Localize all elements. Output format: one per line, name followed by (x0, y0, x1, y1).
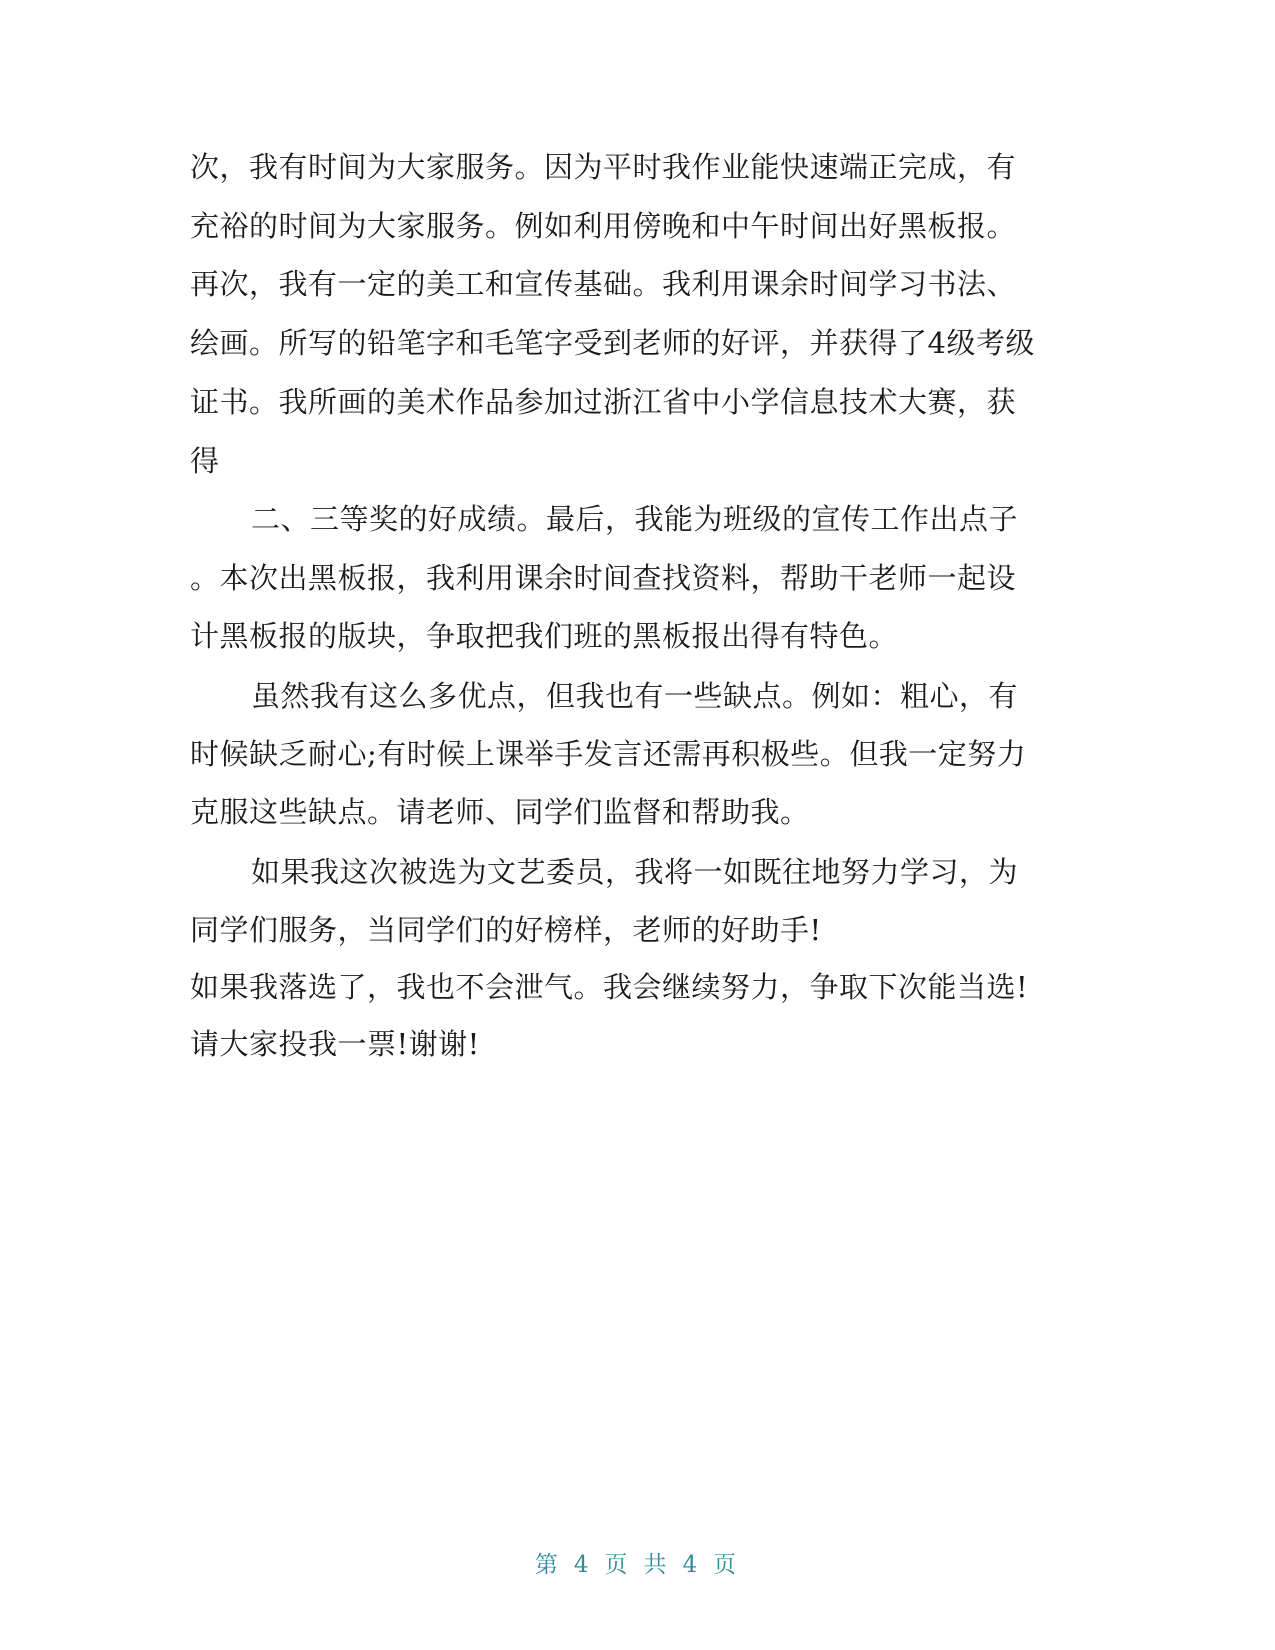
body-line-4: 绘画。所写的铅笔字和毛笔字受到老师的好评，并获得了4级考级 (190, 326, 1035, 360)
page-footer (0, 1546, 1275, 1579)
body-line-7: 二、三等奖的好成绩。最后，我能为班级的宣传工作出点子 (251, 502, 1019, 536)
body-line-5: 证书。我所画的美术作品参加过浙江省中小学信息技术大赛，获 (190, 385, 1017, 419)
body-line-3: 再次，我有一定的美工和宣传基础。我利用课余时间学习书法、 (190, 267, 1017, 301)
body-line-13: 如果我这次被选为文艺委员，我将一如既往地努力学习，为 (251, 855, 1019, 889)
body-line-11: 时候缺乏耐心;有时候上课举手发言还需再积极些。但我一定努力 (190, 737, 1027, 771)
footer-page-mid: 页 (604, 1552, 632, 1578)
footer-total-prefix: 共 (643, 1552, 671, 1578)
footer-current-page: 4 (573, 1552, 593, 1578)
body-line-15: 如果我落选了，我也不会泄气。我会继续努力，争取下次能当选! (190, 970, 1029, 1004)
body-line-14: 同学们服务，当同学们的好榜样，老师的好助手! (190, 913, 822, 947)
body-line-2: 充裕的时间为大家服务。例如利用傍晚和中午时间出好黑板报。 (190, 209, 1017, 243)
footer-total-pages: 4 (682, 1552, 702, 1578)
body-line-8: 。本次出黑板报，我利用课余时间查找资料，帮助干老师一起设 (190, 561, 1017, 595)
body-line-12: 克服这些缺点。请老师、同学们监督和帮助我。 (190, 795, 810, 829)
body-line-6: 得 (190, 444, 220, 478)
footer-page-prefix: 第 (534, 1552, 562, 1578)
body-line-9: 计黑板报的版块，争取把我们班的黑板报出得有特色。 (190, 619, 899, 653)
body-line-10: 虽然我有这么多优点，但我也有一些缺点。例如：粗心，有 (251, 679, 1019, 713)
body-line-1: 次，我有时间为大家服务。因为平时我作业能快速端正完成，有 (190, 150, 1017, 184)
footer-page-suffix: 页 (713, 1552, 741, 1578)
body-line-16: 请大家投我一票!谢谢! (190, 1027, 480, 1061)
